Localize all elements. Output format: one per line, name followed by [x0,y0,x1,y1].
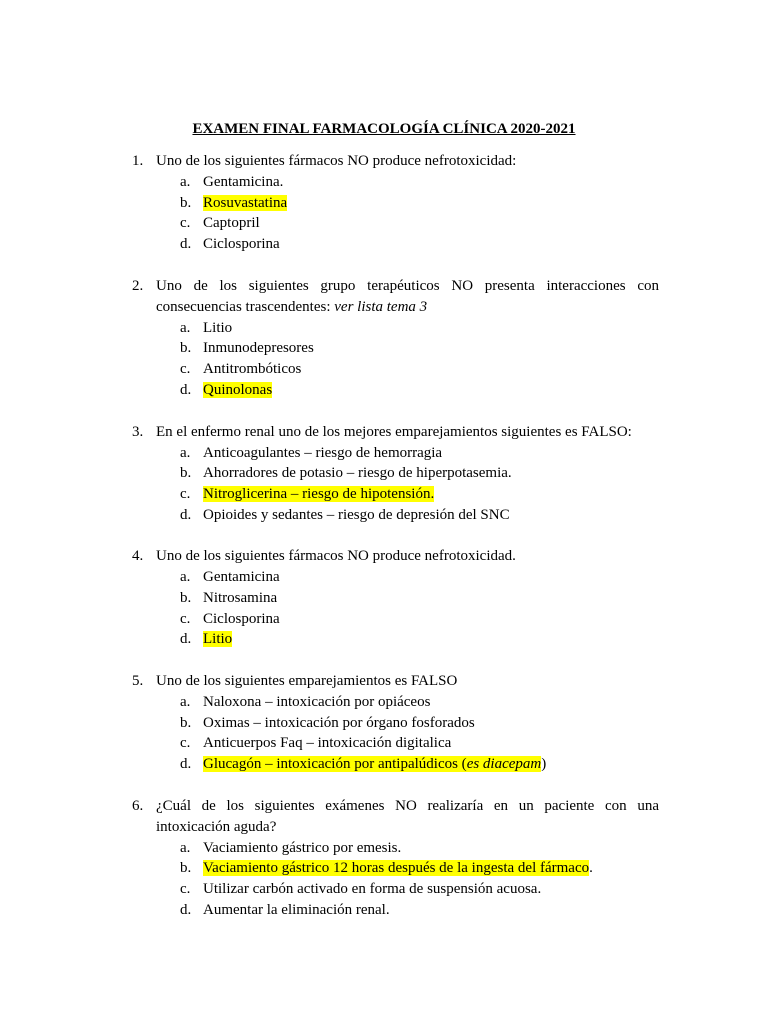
question-stem: En el enfermo renal uno de los mejores emparejamientos siguientes es FALSO: [156,423,632,440]
question-text [156,796,659,838]
exam-title: EXAMEN FINAL FARMACOLOGÍA CLÍNICA 2020-2021 [192,121,576,137]
option-main-text: Ahorradores de potasio – riesgo de hiperpotasemia. [203,465,512,482]
question-text [156,276,659,318]
option-main-text: Ciclosporina [203,610,280,627]
question-4 [0,546,768,650]
option-letter: a. [180,569,191,586]
option-text [203,900,390,921]
option-main-text: Aumentar la eliminación renal. [203,901,390,918]
option-text [203,359,301,380]
answer-option [0,463,768,484]
option-letter: b. [180,194,192,211]
answer-highlight [203,756,541,772]
answer-option [0,505,768,526]
answer-option [0,754,768,775]
answer-option [0,359,768,380]
option-main-text: Nitroglicerina – riesgo de hipotensión. [203,485,435,502]
answer-option [0,629,768,650]
answer-option [0,213,768,234]
option-main-text: Rosuvastatina [203,194,288,211]
answer-option [0,588,768,609]
answer-option [0,692,768,713]
option-text [203,463,512,484]
option-main-text: Opioides y sedantes – riesgo de depresión del SNC [203,506,510,523]
option-main-text: Naloxona – intoxicación por opiáceos [203,694,431,710]
option-label [203,236,280,252]
option-trailing-text: . [589,860,593,877]
question-list [0,151,768,942]
option-letter: c. [180,485,191,502]
question-2 [0,276,768,401]
answer-option [0,380,768,401]
option-main-text: Quinolonas [203,381,273,398]
question-stem: ¿Cuál de los siguientes exámenes NO realizaría en un paciente con una intoxicación aguda? [156,797,659,835]
question-stem: Uno de los siguientes fármacos NO produce nefrotoxicidad. [156,548,516,565]
option-main-text: Antitrombóticos [203,361,302,378]
option-letter: a. [180,444,191,461]
option-letter: b. [180,589,192,606]
option-letter: a. [180,694,191,710]
option-label [203,215,260,231]
option-label [203,590,277,606]
option-list [0,172,768,255]
option-main-text: Gentamicina. [203,174,284,190]
option-letter: a. [180,174,191,190]
option-text [203,588,277,609]
question-number: 2. [132,277,144,294]
question-number: 1. [132,153,144,169]
option-main-text: Anticuerpos Faq – intoxicación digitalica [203,735,452,752]
option-label [203,174,283,190]
option-main-text: Litio [203,319,233,336]
option-main-text: Utilizar carbón activado en forma de suspensión acuosa. [203,881,542,898]
option-label [203,715,475,731]
option-main-text: Captopril [203,215,260,232]
option-label [203,881,541,897]
option-text [203,858,593,879]
question-1 [0,151,768,255]
option-main-text: Vaciamiento gástrico 12 horas después de la ingesta del fármaco [203,860,590,877]
question-stem: Uno de los siguientes grupo terapéuticos NO presenta interacciones con consecuencias trascendentes: [156,277,659,315]
option-label [203,507,510,523]
answer-highlight [203,382,272,398]
option-text [203,380,272,401]
option-letter: a. [180,839,191,856]
question-stem: Uno de los siguientes fármacos NO produce nefrotoxicidad: [156,153,517,169]
option-main-text: Vaciamiento gástrico por emesis. [203,839,402,856]
answer-option [0,609,768,630]
option-main-text: Gentamicina [203,569,280,586]
option-text [203,443,442,464]
answer-option [0,713,768,734]
option-list [0,692,768,775]
option-text [203,838,401,859]
answer-highlight [203,486,434,502]
option-label [203,569,280,585]
option-list [0,318,768,401]
answer-option [0,858,768,879]
option-letter: c. [180,610,191,627]
option-text [203,754,546,775]
option-text [203,213,260,234]
question-number: 4. [132,548,144,565]
option-trailing-text: ) [541,756,547,773]
answer-highlight [203,631,232,647]
option-text [203,172,283,193]
question-number: 5. [132,673,144,689]
answer-option [0,318,768,339]
answer-option [0,900,768,921]
option-main-text: Inmunodepresores [203,340,314,357]
answer-option [0,838,768,859]
option-main-text: Oximas – intoxicación por órgano fosforados [203,714,475,731]
option-letter: d. [180,506,192,523]
option-main-text: Anticoagulantes – riesgo de hemorragia [203,444,443,461]
answer-option [0,567,768,588]
option-letter: c. [180,735,191,752]
option-letter: d. [180,236,192,253]
question-text [156,422,659,443]
option-label [203,320,232,336]
option-label [203,611,280,627]
option-text [203,338,314,359]
option-label [203,340,314,356]
option-label [203,840,401,856]
answer-option [0,338,768,359]
question-6 [0,796,768,921]
option-letter: b. [180,465,192,482]
answer-option [0,733,768,754]
option-list [0,443,768,526]
answer-option [0,172,768,193]
option-main-text: Glucagón – intoxicación por antipalúdicos ( [203,756,467,773]
option-main-text: Ciclosporina [203,236,280,253]
answer-option [0,879,768,900]
option-label [203,445,442,461]
option-text [203,567,280,588]
option-text [203,318,232,339]
option-letter: b. [180,860,192,877]
option-list [0,567,768,650]
option-text [203,193,287,214]
option-note: es diacepam [466,756,542,773]
option-text [203,629,232,650]
answer-option [0,234,768,255]
option-letter: d. [180,901,192,918]
option-label [203,902,390,918]
question-stem: Uno de los siguientes emparejamientos es FALSO [156,673,458,689]
option-text [203,234,280,255]
question-text [156,151,659,172]
option-text [203,609,280,630]
option-letter: d. [180,756,192,773]
option-letter: d. [180,631,192,648]
option-text [203,879,541,900]
question-3 [0,422,768,526]
answer-option [0,443,768,464]
question-5 [0,671,768,775]
option-label [203,694,430,710]
question-note: ver lista tema 3 [334,298,428,315]
question-text [156,546,659,567]
question-text [156,671,659,692]
option-letter: c. [180,881,191,898]
option-main-text: Litio [203,631,233,648]
option-letter: a. [180,319,191,336]
answer-option [0,484,768,505]
option-text [203,713,475,734]
option-letter: c. [180,215,191,232]
answer-highlight [203,195,287,211]
option-text [203,484,434,505]
option-letter: b. [180,714,192,731]
option-label [203,361,301,377]
option-letter: d. [180,381,192,398]
option-text [203,692,430,713]
option-letter: c. [180,361,191,378]
question-number: 6. [132,797,144,814]
answer-option [0,193,768,214]
option-main-text: Nitrosamina [203,589,278,606]
option-letter: b. [180,340,192,357]
option-list [0,838,768,921]
option-label [203,735,451,751]
option-text [203,733,451,754]
question-number: 3. [132,423,144,440]
option-text [203,505,510,526]
answer-highlight [203,860,589,876]
option-label [203,465,512,481]
